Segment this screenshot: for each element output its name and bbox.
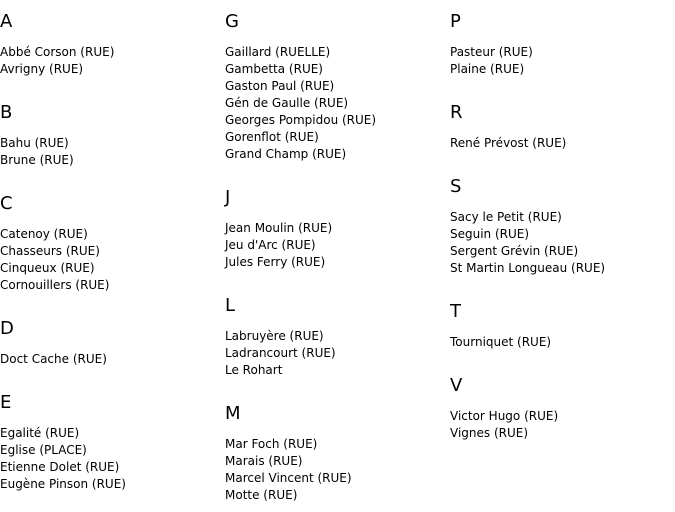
letter-group-p <box>450 11 670 76</box>
street-list <box>225 436 352 504</box>
street-list <box>450 44 533 78</box>
street-item[interactable]: Sacy le Petit (RUE) <box>450 210 562 224</box>
letter-group-j <box>225 187 445 269</box>
letter-heading: G <box>225 11 239 32</box>
letter-heading: S <box>450 176 462 197</box>
street-item[interactable]: Seguin (RUE) <box>450 227 530 241</box>
street-item[interactable]: Sergent Grévin (RUE) <box>450 244 579 258</box>
street-item[interactable]: René Prévost (RUE) <box>450 136 567 150</box>
street-item[interactable]: Le Rohart <box>225 363 283 377</box>
street-list <box>225 44 376 163</box>
street-list <box>0 425 126 493</box>
letter-group-g <box>225 11 445 161</box>
street-item[interactable]: Egalité (RUE) <box>0 426 80 440</box>
street-list <box>450 334 551 351</box>
street-item[interactable]: Etienne Dolet (RUE) <box>0 460 120 474</box>
street-item[interactable]: Georges Pompidou (RUE) <box>225 113 377 127</box>
letter-group-a <box>0 11 220 76</box>
street-item[interactable]: Chasseurs (RUE) <box>0 244 100 258</box>
street-item[interactable]: Pasteur (RUE) <box>450 45 533 59</box>
street-list <box>225 328 336 379</box>
letter-group-e <box>0 392 220 491</box>
street-list <box>0 226 109 294</box>
letter-group-m <box>225 403 445 502</box>
letter-heading: A <box>0 11 13 32</box>
street-item[interactable]: Gaston Paul (RUE) <box>225 79 335 93</box>
street-item[interactable]: Plaine (RUE) <box>450 62 525 76</box>
street-item[interactable]: Jean Moulin (RUE) <box>225 221 333 235</box>
street-item[interactable]: St Martin Longueau (RUE) <box>450 261 606 275</box>
letter-group-s <box>450 176 670 275</box>
street-list <box>0 135 74 169</box>
letter-group-l <box>225 295 445 377</box>
street-item[interactable]: Doct Cache (RUE) <box>0 352 107 366</box>
street-item[interactable]: Mar Foch (RUE) <box>225 437 318 451</box>
letter-group-b <box>0 102 220 167</box>
letter-heading: M <box>225 403 241 424</box>
letter-group-c <box>0 193 220 292</box>
letter-group-d <box>0 318 220 366</box>
letter-group-r <box>450 102 670 150</box>
letter-heading: L <box>225 295 236 316</box>
letter-heading: E <box>0 392 12 413</box>
street-list <box>0 44 114 78</box>
letter-heading: P <box>450 11 461 32</box>
street-list <box>450 408 558 442</box>
street-item[interactable]: Marais (RUE) <box>225 454 303 468</box>
letter-heading: R <box>450 102 463 123</box>
street-item[interactable]: Eglise (PLACE) <box>0 443 87 457</box>
street-item[interactable]: Gaillard (RUELLE) <box>225 45 331 59</box>
street-item[interactable]: Tourniquet (RUE) <box>450 335 552 349</box>
letter-heading: B <box>0 102 13 123</box>
street-item[interactable]: Abbé Corson (RUE) <box>0 45 115 59</box>
letter-group-v <box>450 375 670 440</box>
letter-heading: T <box>450 301 461 322</box>
street-list <box>225 220 332 271</box>
street-item[interactable]: Eugène Pinson (RUE) <box>0 477 126 491</box>
street-item[interactable]: Avrigny (RUE) <box>0 62 84 76</box>
street-item[interactable]: Jules Ferry (RUE) <box>225 255 326 269</box>
street-list <box>0 351 107 368</box>
letter-heading: V <box>450 375 463 396</box>
street-item[interactable]: Cinqueux (RUE) <box>0 261 95 275</box>
street-item[interactable]: Gén de Gaulle (RUE) <box>225 96 349 110</box>
street-item[interactable]: Marcel Vincent (RUE) <box>225 471 352 485</box>
street-item[interactable]: Victor Hugo (RUE) <box>450 409 559 423</box>
street-item[interactable]: Bahu (RUE) <box>0 136 69 150</box>
street-item[interactable]: Cornouillers (RUE) <box>0 278 110 292</box>
street-list <box>450 209 605 277</box>
street-item[interactable]: Gambetta (RUE) <box>225 62 323 76</box>
street-item[interactable]: Vignes (RUE) <box>450 426 529 440</box>
street-item[interactable]: Grand Champ (RUE) <box>225 147 347 161</box>
street-item[interactable]: Gorenflot (RUE) <box>225 130 319 144</box>
street-item[interactable]: Ladrancourt (RUE) <box>225 346 336 360</box>
street-item[interactable]: Labruyère (RUE) <box>225 329 324 343</box>
letter-heading: D <box>0 318 14 339</box>
street-item[interactable]: Jeu d'Arc (RUE) <box>225 238 316 252</box>
letter-heading: C <box>0 193 13 214</box>
street-item[interactable]: Catenoy (RUE) <box>0 227 88 241</box>
letter-heading: J <box>225 187 231 208</box>
street-item[interactable]: Brune (RUE) <box>0 153 74 167</box>
street-item[interactable]: Motte (RUE) <box>225 488 298 502</box>
letter-group-t <box>450 301 670 349</box>
street-list <box>450 135 566 152</box>
